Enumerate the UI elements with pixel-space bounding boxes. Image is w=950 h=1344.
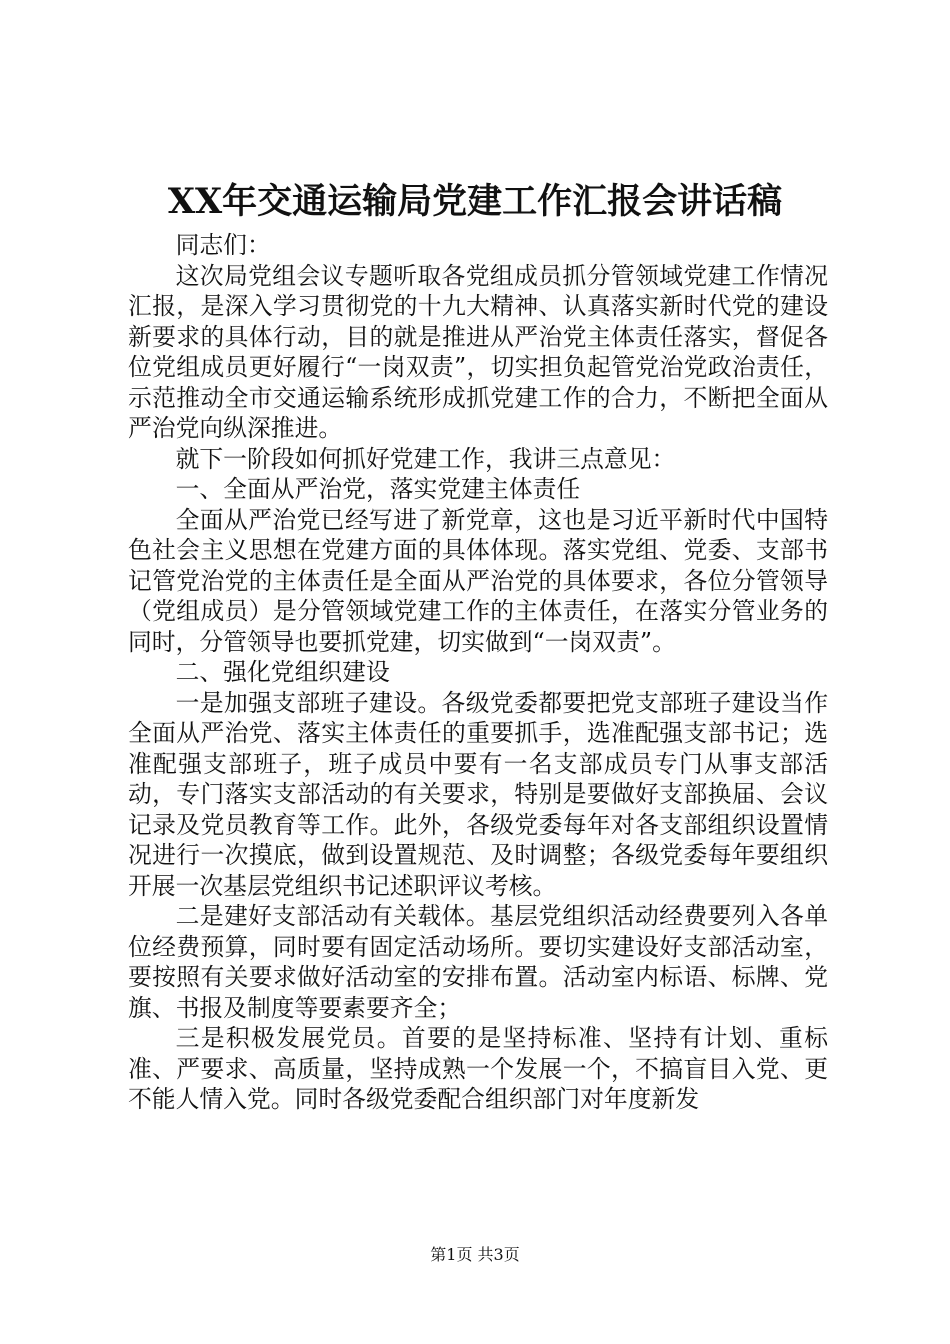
paragraph-branch-team: 一是加强支部班子建设。各级党委都要把党支部班子建设当作全面从严治党、落实主体责任的重要抓手，选准配强支部书记；选准配强支部班子，班子成员中要有一名支部成员专门从事支部活动，专门落实支部活动的有关要求，特别是要做好支部换届、会议记录及党员教育等工作。此外，各级党委每年对各支部组织设置情况进行一次摸底，做到设置规范、及时调整；各级党委每年要组织开展一次基层党组织书记述职评议考核。	[128, 688, 828, 900]
document-title: XX年交通运输局党建工作汇报会讲话稿	[167, 181, 783, 222]
section-heading-2: 二、强化党组织建设	[175, 658, 390, 686]
paragraph-opinions-lead: 就下一阶段如何抓好党建工作，我讲三点意见：	[175, 444, 676, 473]
paragraph-member-development: 三是积极发展党员。首要的是坚持标准、坚持有计划、重标准、严要求、高质量，坚持成熟一个发展一个，不搞盲目入党、更不能人情入党。同时各级党委配合组织部门对年度新发	[128, 1024, 828, 1113]
section-heading-1: 一、全面从严治党，落实党建主体责任	[175, 475, 581, 503]
paragraph-branch-activities: 二是建好支部活动有关载体。基层党组织活动经费要列入各单位经费预算，同时要有固定活动场所。要切实建设好支部活动室，要按照有关要求做好活动室的安排布置。活动室内标语、标牌、党旗、书报及制度等要素要齐全；	[128, 902, 828, 1022]
paragraph-section-1: 全面从严治党已经写进了新党章，这也是习近平新时代中国特色社会主义思想在党建方面的具体体现。落实党组、党委、支部书记管党治党的主体责任是全面从严治党的具体要求，各位分管领导（党组成员）是分管领域党建工作的主体责任，在落实分管业务的同时，分管领导也要抓党建，切实做到“一岗双责”。	[128, 505, 828, 656]
paragraph-intro: 这次局党组会议专题听取各党组成员抓分管领域党建工作情况汇报，是深入学习贯彻党的十九大精神、认真落实新时代党的建设新要求的具体行动，目的就是推进从严治党主体责任落实，督促各位党组成员更好履行“一岗双责”，切实担负起管党治党政治责任，示范推动全市交通运输系统形成抓党建工作的合力，不断把全面从严治党向纵深推进。	[128, 261, 828, 442]
salutation: 同志们：	[175, 231, 271, 259]
page-number: 第1页 共3页	[430, 1245, 520, 1264]
document-body	[128, 230, 828, 1115]
